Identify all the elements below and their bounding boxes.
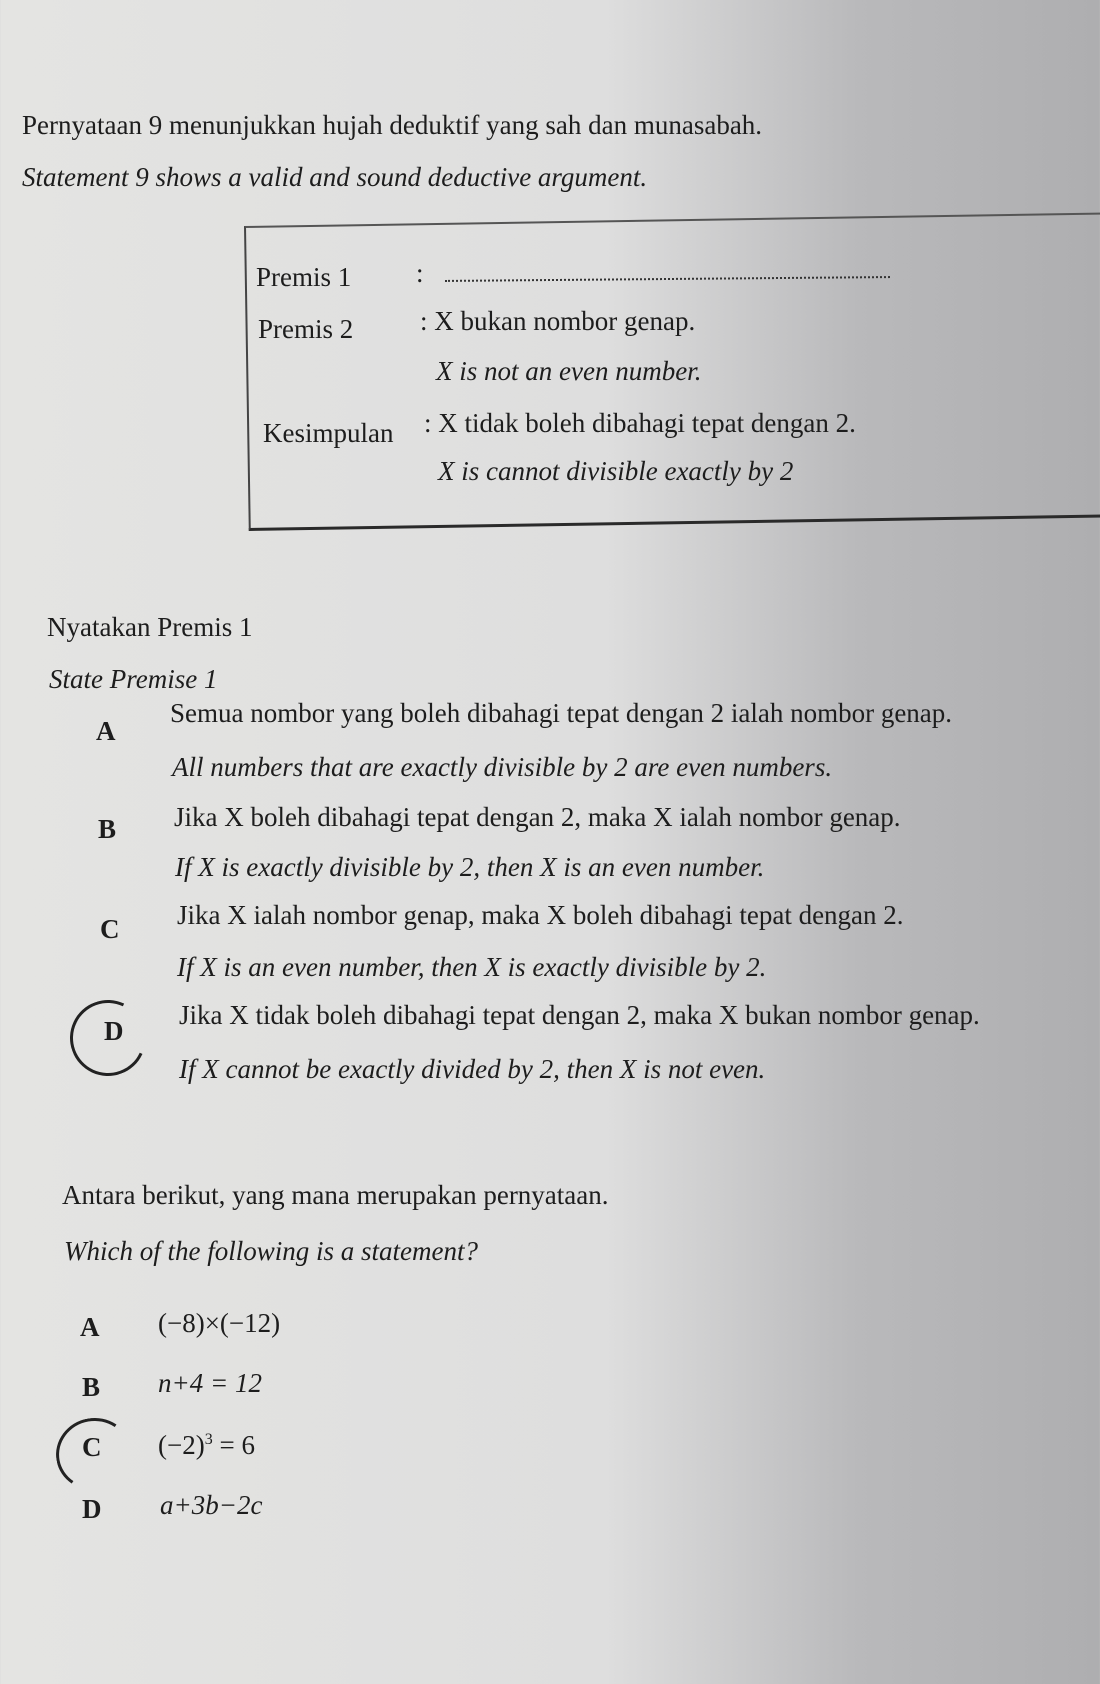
q10-option-a-expr: (−8)×(−12) bbox=[158, 1308, 281, 1338]
q9-option-d-letter[interactable]: D bbox=[104, 1016, 124, 1046]
premise2-en: X is not an even number. bbox=[436, 356, 702, 386]
q10-prompt-en: Which of the following is a statement? bbox=[64, 1236, 478, 1266]
q9-prompt-ms: Nyatakan Premis 1 bbox=[47, 612, 253, 642]
q10-option-c-exponent: 3 bbox=[204, 1431, 213, 1448]
q9-option-d-en: If X cannot be exactly divided by 2, then X is not even. bbox=[179, 1054, 766, 1084]
q9-option-a-en: All numbers that are exactly divisible by 2 are even numbers. bbox=[172, 752, 833, 782]
q10-option-c-letter[interactable]: C bbox=[82, 1432, 102, 1462]
q9-option-a-letter[interactable]: A bbox=[96, 716, 116, 746]
conclusion-ms: : X tidak boleh dibahagi tepat dengan 2. bbox=[424, 408, 856, 438]
q9-option-c-letter[interactable]: C bbox=[100, 914, 120, 944]
q10-option-a-letter[interactable]: A bbox=[80, 1312, 100, 1342]
q10-option-b-expr: n+4 = 12 bbox=[158, 1368, 262, 1398]
q10-option-c-rest: = 6 bbox=[212, 1430, 255, 1460]
q9-option-b-ms: Jika X boleh dibahagi tepat dengan 2, maka X ialah nombor genap. bbox=[174, 802, 901, 832]
q10-option-d-letter[interactable]: D bbox=[82, 1494, 102, 1524]
q9-option-b-letter[interactable]: B bbox=[98, 814, 117, 844]
q9-intro-ms: Pernyataan 9 menunjukkan hujah deduktif yang sah dan munasabah. bbox=[22, 110, 763, 140]
q9-option-a-ms: Semua nombor yang boleh dibahagi tepat dengan 2 ialah nombor genap. bbox=[170, 698, 953, 728]
q9-option-d-ms: Jika X tidak boleh dibahagi tepat dengan 2, maka X bukan nombor genap. bbox=[179, 1000, 980, 1030]
q9-option-b-en: If X is exactly divisible by 2, then X is an even number. bbox=[175, 852, 765, 882]
premise1-colon: : bbox=[416, 258, 424, 288]
q10-option-c-expr bbox=[158, 1430, 255, 1461]
conclusion-label: Kesimpulan bbox=[263, 418, 394, 448]
q9-option-c-en: If X is an even number, then X is exactly divisible by 2. bbox=[177, 952, 767, 982]
q10-prompt-ms: Antara berikut, yang mana merupakan pernyataan. bbox=[62, 1180, 609, 1210]
premise2-ms: : X bukan nombor genap. bbox=[420, 306, 696, 336]
premise1-label: Premis 1 bbox=[256, 262, 352, 292]
q10-option-c-base: (−2) bbox=[158, 1430, 205, 1460]
conclusion-en: X is cannot divisible exactly by 2 bbox=[438, 456, 794, 486]
q9-prompt-en: State Premise 1 bbox=[49, 664, 218, 694]
premise2-label: Premis 2 bbox=[258, 314, 354, 344]
q9-intro-en: Statement 9 shows a valid and sound deductive argument. bbox=[22, 162, 648, 192]
q9-option-c-ms: Jika X ialah nombor genap, maka X boleh dibahagi tepat dengan 2. bbox=[177, 900, 904, 930]
q10-option-d-expr: a+3b−2c bbox=[160, 1490, 263, 1520]
q10-option-b-letter[interactable]: B bbox=[82, 1372, 101, 1402]
